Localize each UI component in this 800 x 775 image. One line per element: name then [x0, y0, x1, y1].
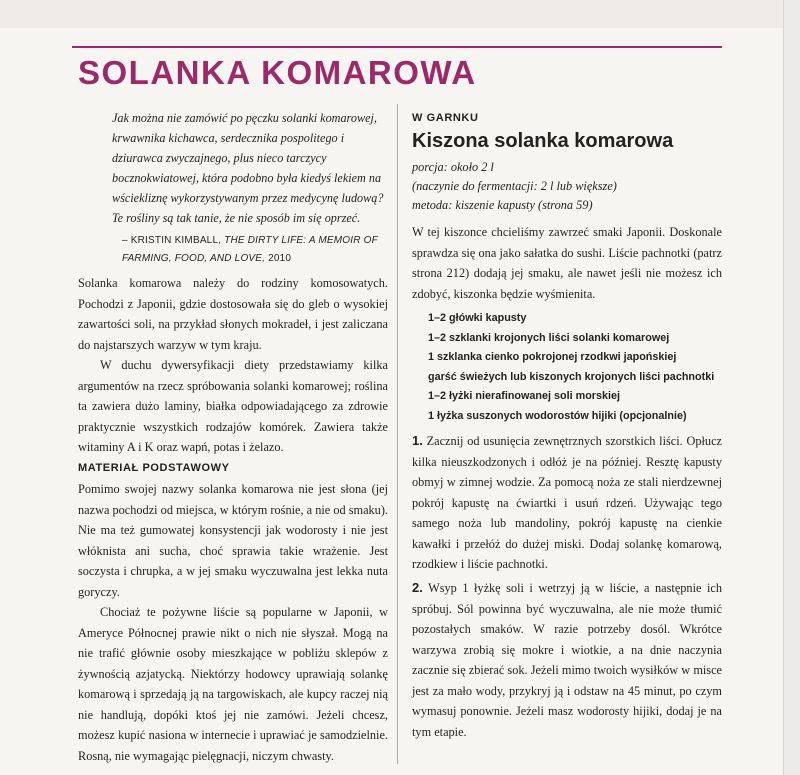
- recipe-meta: [412, 158, 617, 215]
- epigraph: [112, 108, 387, 228]
- section-heading-base: MATERIAŁ PODSTAWOWY: [78, 462, 230, 474]
- page-title: SOLANKA KOMAROWA: [78, 54, 477, 91]
- scan-border-right: [783, 0, 800, 775]
- base-paragraph: Pomimo swojej nazwy solanka komarowa nie jest słona (jej nazwa pochodzi od miejsca, w którym rośnie, a nie od smaku). Nie ma też gumowatej konsystencji jak wodorosty i nie jest włóknista ani sucha, choć sprawia takie wrażenie. Jest soczysta i chrupka, a w jej smaku wyczuwalna jest lekka nuta goryczy.: [78, 482, 388, 599]
- scan-border-top: [0, 0, 800, 28]
- epigraph-year: 2010: [268, 253, 292, 264]
- intro-paragraph: Solanka komarowa należy do rodziny komosowatych. Pochodzi z Japonii, gdzie dostosowała się do gleb o wysokiej zawartości soli, na przykład słonych mokradeł, i jest zaliczana do najstarszych warzyw w tym kraju.: [78, 276, 388, 352]
- recipe-step: [412, 578, 722, 742]
- intro-section: [78, 273, 388, 458]
- step-number: 2.: [412, 580, 423, 595]
- ingredient-list: [428, 309, 728, 426]
- base-section: [78, 479, 388, 766]
- recipe-yield: porcja: około 2 l: [412, 160, 494, 174]
- epigraph-attribution: [122, 232, 387, 268]
- intro-paragraph: W duchu dywersyfikacji diety przedstawiamy kilka argumentów na rzecz spróbowania solanki komarowej; roślina ta zawiera dużo laminy, białka odpowiadającego za zdrowie praktycznie wszystkich rodzajów komórek. Zawiera także witaminy A i K oraz wapń, potas i żelazo.: [78, 358, 388, 454]
- step-number: 1.: [412, 433, 423, 448]
- title-rule: [72, 46, 722, 48]
- recipe-vessel: (naczynie do fermentacji: 2 l lub większe): [412, 179, 617, 193]
- section-heading-recipe: W GARNKU: [412, 112, 479, 124]
- recipe-step: [412, 431, 722, 575]
- base-paragraph: Chociaż te pożywne liście są popularne w Japonii, w Ameryce Północnej prawie nikt o nich nie słyszał. Mogą na nie trafić głównie osoby mieszkające w pobliżu sklepów z żywnością azjatycką. Niektórzy hodowcy uprawiają solankę komarową i sprzedają ją na targowiskach, ale kupcy raczej nią nie handlują, dopóki ktoś jej nie zamówi. Jeżeli chcesz, możesz kupić nasiona w internecie i uprawiać je samodzielnie. Rosną, nie wymagając pielęgnacji, niczym chwasty.: [78, 605, 388, 763]
- epigraph-book: THE DIRTY LIFE: A MEMOIR OF FARMING, FOOD, AND LOVE,: [122, 235, 378, 264]
- ingredient-item: 1 szklanka cienko pokrojonej rzodkwi japońskiej: [428, 351, 677, 363]
- ingredient-item: 1 łyżka suszonych wodorostów hijiki (opcjonalnie): [428, 409, 687, 422]
- ingredient-item: 1–2 szklanki krojonych liści solanki komarowej: [428, 331, 670, 344]
- step-text: Zacznij od usunięcia zewnętrznych szorstkich liści. Opłucz kilka nieuszkodzonych i odłóż je na później. Resztę kapusty obmyj w zimnej wodzie. Za pomocą noża ze stali nierdzewnej pokrój kapustę na ćwiartki i usuń rdzeń. Używając tego samego noża lub mandoliny, pokrój kapustę na cienkie kawałki i przełóż do dużej miski. Dodaj solankę komarową, rzodkiew i liście pachnotki.: [412, 434, 722, 571]
- recipe-intro-text: W tej kiszonce chcieliśmy zawrzeć smaki Japonii. Doskonale sprawdza się ona jako sałatka do sushi. Liście pachnotki (patrz strona 212) dodają jej smaku, ale nawet jeśli nie możesz ich zdobyć, kiszonka będzie wyśmienita.: [412, 225, 722, 301]
- ingredient-item: 1–2 główki kapusty: [428, 312, 527, 324]
- recipe-title: Kiszona solanka komarowa: [412, 130, 674, 152]
- epigraph-author: – KRISTIN KIMBALL,: [122, 235, 222, 246]
- step-text: Wsyp 1 łyżkę soli i wetrzyj ją w liście, a następnie ich spróbuj. Sól powinna być wyczuwalna, ale nie może tłumić pozostałych smaków. W razie potrzeby dosól. Wkrótce warzywa zrobią się mokre i wiotkie, a na dnie naczynia zacznie się zbierać sok. Jeżeli mimo twoich wysiłków w misce jest za mało wody, przykryj ją i odstaw na 45 minut, po czym wymasuj ponownie. Jeżeli masz wodorosty hijiki, dodaj je na tym etapie.: [412, 581, 722, 739]
- recipe-method: metoda: kiszenie kapusty (strona 59): [412, 198, 593, 212]
- epigraph-text: Jak można nie zamówić po pęczku solanki komarowej, krwawnika kichawca, serdecznika pospolitego i dziurawca zwyczajnego, plus nieco tarczycy bocznokwiatowej, która podobno była kiedyś lekiem na wściekliznę wykorzystywanym przez medycynę ludową? Te rośliny są tak tanie, że nie sposób im się oprzeć.: [112, 111, 384, 225]
- ingredient-item: 1–2 łyżki nierafinowanej soli morskiej: [428, 390, 621, 402]
- ingredient-item: garść świeżych lub kiszonych krojonych liści pachnotki: [428, 370, 715, 383]
- column-divider: [397, 104, 398, 764]
- recipe-intro: [412, 222, 722, 304]
